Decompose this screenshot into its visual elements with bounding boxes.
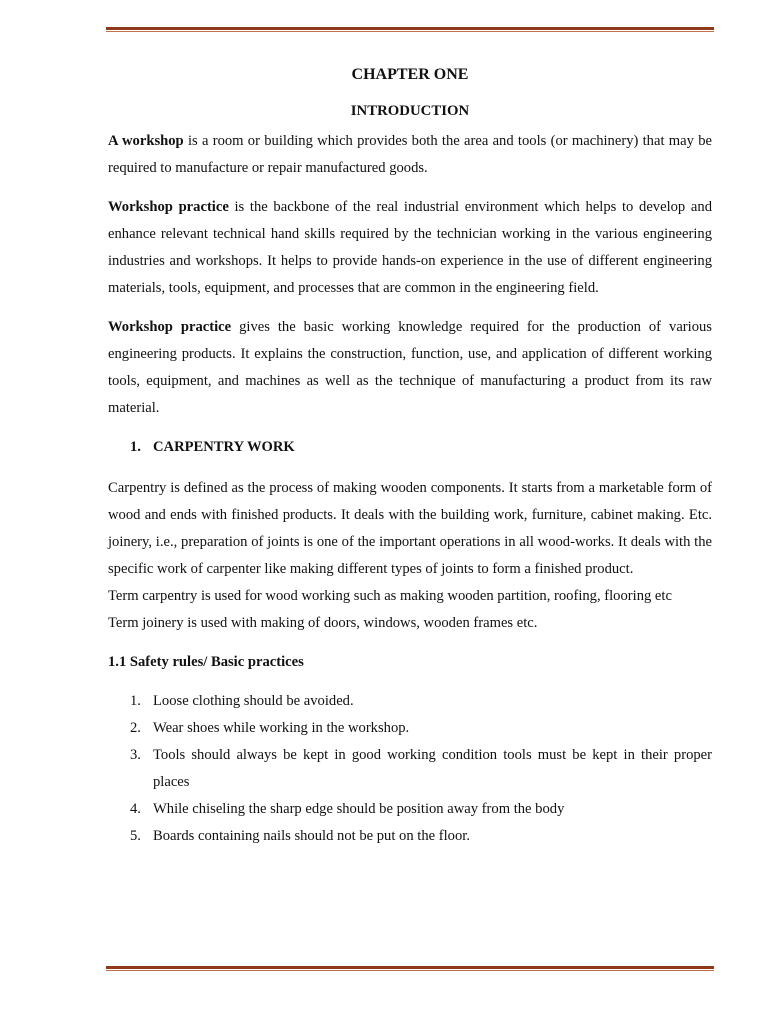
term-workshop-practice: Workshop practice bbox=[108, 199, 229, 215]
paragraph-workshop-practice-1 bbox=[108, 194, 712, 302]
introduction-heading: INTRODUCTION bbox=[350, 103, 470, 119]
list-item bbox=[108, 823, 712, 850]
list-item-number: 5. bbox=[130, 828, 141, 844]
paragraph-workshop-definition bbox=[108, 128, 712, 182]
list-item bbox=[108, 742, 712, 796]
paragraph-carpentry-definition: Carpentry is defined as the process of making wooden components. It starts from a marketable form of wood and ends with finished products. It deals with the building work, furniture, cabinet making. Etc. joinery, i.e., preparation of joints is one of the important operations in all wood-works. It deals with the specific work of carpenter like making different types of joints to form a finished product. bbox=[108, 480, 712, 577]
list-item-number: 4. bbox=[130, 801, 141, 817]
subsection-heading-safety: 1.1 Safety rules/ Basic practices bbox=[108, 654, 304, 670]
term-workshop: A workshop bbox=[108, 133, 184, 149]
list-item bbox=[108, 688, 712, 715]
list-item-text: Wear shoes while working in the workshop. bbox=[153, 720, 410, 736]
chapter-title: CHAPTER ONE bbox=[351, 66, 469, 83]
section-heading-carpentry bbox=[108, 434, 712, 461]
header-rule bbox=[106, 27, 714, 32]
paragraph-text: gives the basic working knowledge required for the production of various engineering products. It explains the construction, function, use, and application of different working tools, equipment, and machines as well as the technique of manufacturing a product from its raw material. bbox=[108, 319, 712, 416]
paragraph-text: is the backbone of the real industrial environment which helps to develop and enhance relevant technical hand skills required by the technician working in the various engineering industries and workshops. It helps to provide hands-on experience in the use of different engineering materials, tools, equipment, and processes that are common in the engineering field. bbox=[108, 199, 712, 296]
section-number: 1. bbox=[130, 439, 141, 455]
paragraph-text: is a room or building which provides both the area and tools (or machinery) that may be required to manufacture or repair manufactured goods. bbox=[108, 133, 712, 176]
term-workshop-practice: Workshop practice bbox=[108, 319, 232, 335]
list-item bbox=[108, 715, 712, 742]
list-item-number: 2. bbox=[130, 720, 141, 736]
paragraph-term-joinery: Term joinery is used with making of doors, windows, wooden frames etc. bbox=[108, 615, 538, 631]
footer-rule bbox=[106, 966, 714, 971]
safety-rules-list bbox=[108, 688, 712, 850]
list-item-number: 3. bbox=[130, 747, 141, 763]
list-item-text: While chiseling the sharp edge should be position away from the body bbox=[153, 801, 565, 817]
list-item-text: Loose clothing should be avoided. bbox=[153, 693, 354, 709]
page-content bbox=[108, 62, 712, 850]
paragraph-term-carpentry: Term carpentry is used for wood working such as making wooden partition, roofing, flooring etc bbox=[108, 588, 672, 604]
list-item bbox=[108, 796, 712, 823]
list-item-text: Tools should always be kept in good working condition tools must be kept in their proper places bbox=[153, 747, 712, 790]
paragraph-workshop-practice-2 bbox=[108, 314, 712, 422]
section-title: CARPENTRY WORK bbox=[153, 439, 295, 455]
list-item-number: 1. bbox=[130, 693, 141, 709]
list-item-text: Boards containing nails should not be put on the floor. bbox=[153, 828, 470, 844]
